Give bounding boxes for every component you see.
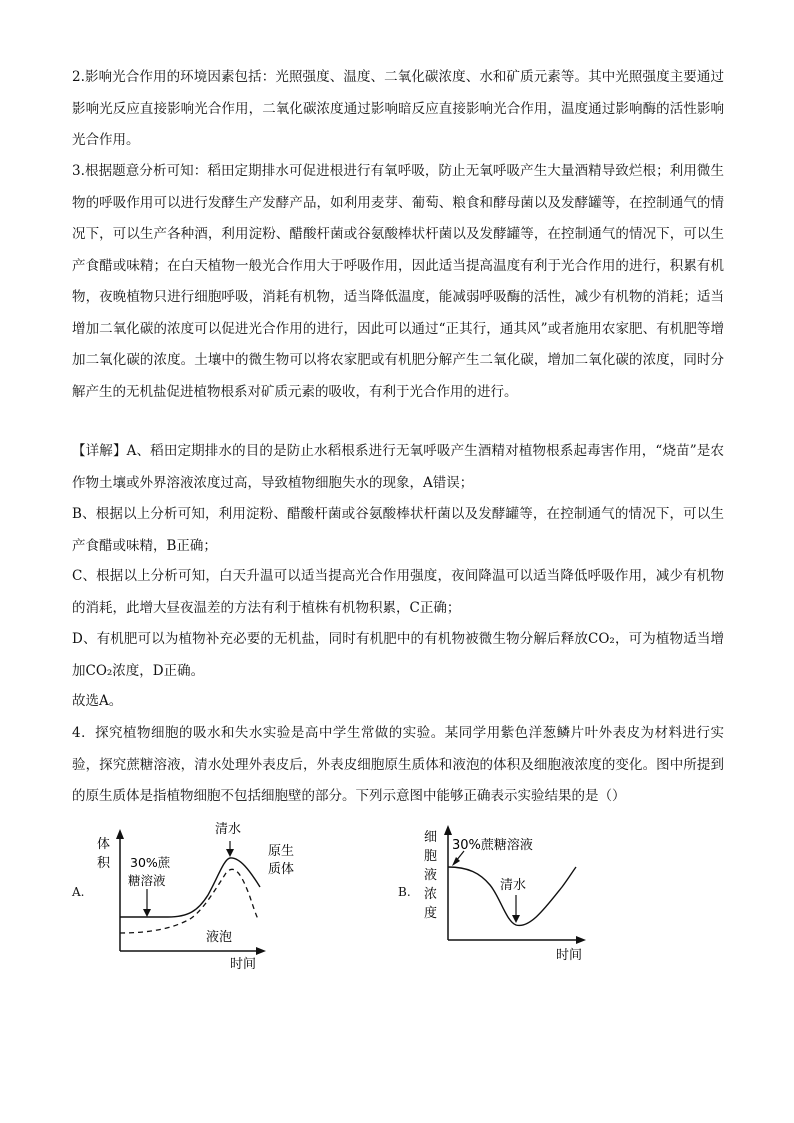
- figB-water-label: 清水: [500, 878, 527, 893]
- answer-line: 故选A。: [72, 693, 123, 709]
- option-b-letter[interactable]: B.: [398, 885, 411, 899]
- figA-protoplast-label-1: 原生: [268, 844, 295, 859]
- figA-x-arrow: [256, 947, 266, 955]
- option-a-letter[interactable]: A.: [72, 885, 85, 899]
- figA-water-arrow-head: [226, 849, 234, 857]
- figure-a-volume-graph: [90, 815, 310, 975]
- figA-ylabel-2: 积: [97, 856, 111, 871]
- figA-vacuole-label: 液泡: [206, 930, 233, 945]
- figA-ylabel-1: 体: [97, 837, 111, 852]
- figB-concentration-curve: [448, 867, 576, 925]
- figB-ylabel-4: 浓: [424, 887, 438, 902]
- figA-sucrose-label-2: 糖溶液: [128, 873, 166, 888]
- paragraph-detail-b: B、根据以上分析可知，利用淀粉、醋酸杆菌或谷氨酸棒状杆菌以及发酵罐等，在控制通气的情况下，可以生产食醋或味精，B正确；: [72, 506, 724, 554]
- figB-sucrose-label: 30%蔗糖溶液: [452, 838, 533, 853]
- paragraph-detail-c: C、根据以上分析可知，白天升温可以适当提高光合作用强度，夜间降温可以适当降低呼吸作用，减少有机物的消耗，此增大昼夜温差的方法有利于植株有机物积累，C正确；: [72, 568, 724, 616]
- figA-water-label: 清水: [215, 822, 242, 837]
- figA-sucrose-arrow-head: [143, 909, 151, 917]
- figB-ylabel-2: 胞: [424, 849, 438, 864]
- question-4: 4．探究植物细胞的吸水和失水实验是高中学生常做的实验。某同学用紫色洋葱鳞片叶外表皮为材料进行实验，探究蔗糖溶液，清水处理外表皮后，外表皮细胞原生质体和液泡的体积及细胞液浓度的变化。图中所提到的原生质体是指植物细胞不包括细胞壁的部分。下列示意图中能够正确表示实验结果的是（）: [72, 725, 724, 804]
- figA-y-arrow: [116, 829, 124, 839]
- paragraph-detail-d: D、有机肥可以为植物补充必要的无机盐，同时有机肥中的有机物被微生物分解后释放CO₂，可为植物适当增加CO₂浓度，D正确。: [72, 631, 724, 679]
- paragraph-3-analysis: 3.根据题意分析可知：稻田定期排水可促进根进行有氧呼吸，防止无氧呼吸产生大量酒精导致烂根；利用微生物的呼吸作用可以进行发酵生产发酵产品，如利用麦芽、葡萄、粮食和酵母菌以及发酵罐等，在控制通气的情况下，可以生产各种酒，利用淀粉、醋酸杆菌或谷氨酸棒状杆菌以及发酵罐等，在控制通气的情况下，可以生产食醋或味精；在白天植物一般光合作用大于呼吸作用，因此适当提高温度有利于光合作用的进行，积累有机物，夜晚植物只进行细胞呼吸，消耗有机物，适当降低温度，能减弱呼吸酶的活性，减少有机物的消耗；适当增加二氧化碳的浓度可以促进光合作用的进行，因此可以通过“正其行，通其风”或者施用农家肥、有机肥等增加二氧化碳的浓度。土壤中的微生物可以将农家肥或有机肥分解产生二氧化碳，增加二氧化碳的浓度，同时分解产生的无机盐促进植物根系对矿质元素的吸收，有利于光合作用的进行。: [72, 163, 724, 400]
- paragraph-detail-a: 【详解】A、稻田定期排水的目的是防止水稻根系进行无氧呼吸产生酒精对植物根系起毒害作用，“烧苗”是农作物土壤或外界溶液浓度过高，导致植物细胞失水的现象，A错误；: [72, 443, 724, 491]
- figB-water-arrow-head: [512, 915, 520, 923]
- paragraph-2-environment-factors: 2.影响光合作用的环境因素包括：光照强度、温度、二氧化碳浓度、水和矿质元素等。其中光照强度主要通过影响光反应直接影响光合作用，二氧化碳浓度通过影响暗反应直接影响光合作用，温度通过影响酶的活性影响光合作用。: [72, 69, 724, 148]
- figA-sucrose-label-1: 30%蔗: [130, 855, 171, 870]
- figB-ylabel-3: 液: [424, 868, 438, 883]
- figure-b-concentration-graph: [418, 815, 618, 975]
- figA-xlabel: 时间: [230, 957, 257, 972]
- figB-ylabel-5: 度: [424, 906, 438, 921]
- figB-x-arrow: [576, 936, 586, 944]
- figA-protoplast-label-2: 质体: [268, 862, 295, 877]
- figB-y-arrow: [444, 825, 452, 835]
- figB-xlabel: 时间: [556, 948, 583, 963]
- figB-ylabel-1: 细: [424, 830, 438, 845]
